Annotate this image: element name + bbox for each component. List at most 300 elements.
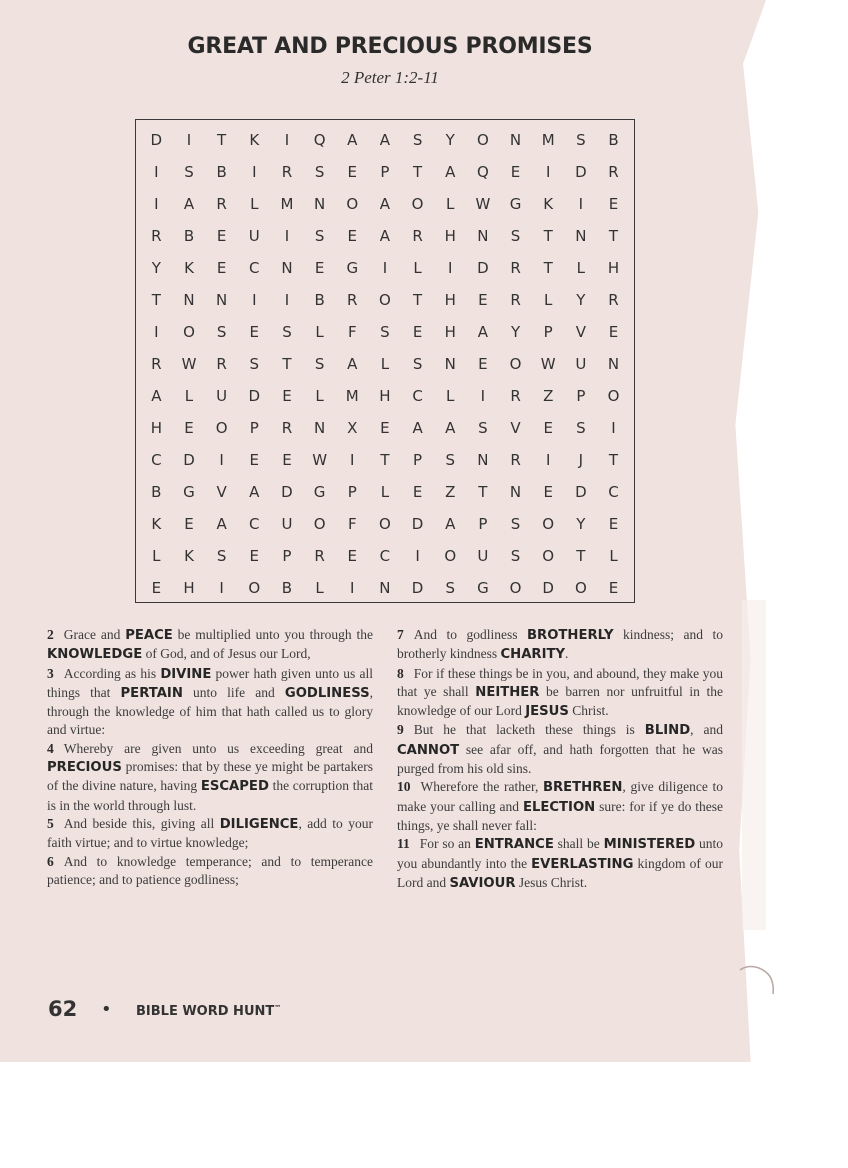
grid-letter: P — [543, 323, 553, 341]
grid-letter: U — [575, 355, 587, 373]
grid-letter: S — [510, 227, 521, 245]
grid-letter: R — [510, 259, 521, 277]
grid-letter: M — [541, 131, 555, 149]
grid-letter: P — [576, 387, 586, 405]
hidden-word: ENTRANCE — [474, 837, 554, 853]
grid-letter: N — [509, 483, 522, 501]
footer-bullet: • — [101, 999, 112, 1020]
verse-text: Whereby are given unto us exceeding great and — [63, 740, 373, 756]
grid-letter: C — [249, 515, 260, 533]
grid-letter: Y — [151, 259, 161, 277]
grid-letter: S — [314, 163, 325, 181]
grid-letter: R — [608, 291, 619, 309]
grid-letter: L — [544, 291, 553, 309]
grid-letter: L — [315, 387, 324, 405]
grid-letter: O — [542, 547, 555, 565]
hidden-word: CANNOT — [397, 742, 460, 758]
grid-letter: E — [608, 323, 619, 341]
grid-letter: A — [216, 515, 227, 533]
verse-text: , give diligence to make your calling and — [397, 779, 723, 814]
grid-letter: D — [183, 451, 195, 469]
grid-letter: I — [382, 259, 388, 277]
grid-letter: Y — [445, 131, 455, 149]
footer-title-text: BIBLE WORD HUNT — [136, 1004, 275, 1019]
grid-letter: G — [509, 195, 522, 213]
verse-text: kindness; and to brotherly kindness — [397, 627, 723, 662]
hidden-word: KNOWLEDGE — [47, 647, 143, 663]
grid-letter: H — [607, 259, 620, 277]
verse-text: , add to your faith virtue; and to virtue knowledge; — [47, 815, 373, 851]
verse-text: , and — [690, 722, 723, 738]
verse-text: Christ. — [568, 703, 609, 719]
grid-letter: A — [445, 419, 456, 437]
verse-text: power hath given unto us all things that — [47, 665, 373, 700]
grid-letter: A — [347, 355, 358, 373]
verse-text: of God, and of Jesus our Lord, — [142, 646, 311, 662]
grid-letter: M — [345, 387, 359, 405]
grid-letter: W — [312, 451, 328, 469]
grid-letter: T — [608, 451, 619, 469]
grid-letter: S — [445, 451, 455, 469]
grid-row — [136, 412, 634, 444]
verse-number: 4 — [47, 740, 54, 756]
grid-letter: I — [219, 451, 224, 469]
verse-number: 2 — [47, 627, 54, 642]
grid-row — [136, 348, 634, 380]
grid-letter: N — [216, 291, 228, 309]
verse-text: shall be — [553, 836, 604, 852]
grid-letter: Q — [476, 163, 489, 181]
grid-letter: Z — [543, 387, 554, 405]
grid-letter: E — [347, 547, 357, 565]
grid-letter: I — [252, 291, 257, 309]
verse — [397, 721, 723, 778]
grid-letter: O — [411, 195, 424, 213]
hidden-word: SAVIOUR — [449, 875, 516, 891]
verse-text: , through the knowledge of him that hath called us to glory and virtue: — [47, 684, 374, 738]
verse-text: And to godliness — [413, 627, 527, 642]
verse-text: According as his — [63, 665, 161, 681]
grid-letter: W — [540, 355, 556, 373]
verse-number: 11 — [397, 836, 410, 852]
grid-letter: E — [608, 579, 619, 597]
grid-letter: N — [313, 195, 326, 213]
hidden-word: CHARITY — [500, 647, 566, 663]
grid-letter: H — [444, 291, 456, 309]
grid-letter: D — [248, 387, 261, 405]
grid-letter: A — [183, 195, 195, 213]
hidden-word: BLIND — [644, 723, 691, 739]
grid-letter: E — [478, 291, 488, 309]
grid-letter: D — [575, 483, 587, 501]
grid-letter: E — [249, 323, 260, 341]
grid-letter: S — [314, 355, 325, 373]
grid-letter: N — [313, 419, 326, 437]
paper-fiber-mark — [738, 962, 778, 998]
grid-letter: N — [575, 227, 587, 245]
verse — [397, 835, 723, 893]
grid-letter: L — [184, 387, 194, 405]
grid-letter: Y — [576, 515, 586, 533]
grid-row — [136, 188, 634, 220]
grid-letter: R — [510, 451, 521, 469]
grid-letter: A — [151, 387, 162, 405]
grid-letter: E — [216, 227, 227, 245]
grid-letter: G — [313, 483, 326, 501]
grid-row — [136, 508, 634, 540]
grid-letter: H — [183, 579, 195, 597]
grid-letter: A — [249, 483, 260, 501]
verse-text: sure: for if ye do these things, ye shall never fall: — [397, 798, 723, 833]
grid-row — [136, 444, 634, 476]
grid-letter: C — [379, 547, 391, 565]
grid-row — [136, 252, 634, 284]
grid-letter: I — [578, 195, 584, 213]
grid-letter: H — [444, 323, 456, 341]
grid-letter: W — [181, 355, 197, 373]
grid-letter: F — [347, 515, 357, 533]
grid-letter: I — [219, 579, 224, 597]
hidden-word: ESCAPED — [200, 779, 269, 795]
grid-letter: R — [608, 163, 619, 181]
verse-text: But he that lacketh these things is — [413, 722, 645, 738]
grid-letter: D — [575, 163, 587, 181]
grid-letter: S — [184, 163, 194, 181]
grid-letter: T — [576, 547, 586, 565]
grid-letter: F — [347, 323, 357, 341]
grid-letter: O — [379, 515, 391, 533]
verse-text: For so an — [419, 836, 475, 852]
grid-letter: S — [314, 227, 325, 245]
grid-letter: I — [480, 387, 486, 405]
grid-letter: S — [478, 419, 488, 437]
grid-letter: E — [478, 355, 488, 373]
grid-letter: E — [216, 259, 227, 277]
verse — [397, 665, 723, 722]
grid-letter: E — [412, 483, 423, 501]
grid-letter: V — [510, 419, 521, 437]
grid-letter: I — [154, 195, 159, 213]
grid-letter: T — [478, 483, 488, 501]
grid-letter: I — [448, 259, 453, 277]
grid-row — [136, 380, 634, 412]
grid-letter: I — [154, 323, 159, 341]
grid-letter: B — [314, 291, 325, 309]
grid-letter: R — [216, 195, 227, 213]
grid-letter: O — [248, 579, 261, 597]
grid-letter: L — [413, 259, 422, 277]
grid-letter: I — [284, 131, 290, 149]
footer-title — [136, 1004, 281, 1019]
grid-letter: G — [346, 259, 359, 277]
grid-letter: A — [379, 195, 391, 213]
grid-letter: N — [477, 227, 489, 245]
grid-letter: I — [284, 227, 290, 245]
grid-letter: S — [412, 131, 423, 149]
grid-letter: L — [315, 323, 324, 341]
grid-letter: P — [249, 419, 259, 437]
grid-letter: L — [380, 483, 390, 501]
grid-letter: Q — [313, 131, 326, 149]
grid-letter: T — [543, 227, 553, 245]
verse-text: And beside this, giving all — [63, 815, 220, 831]
grid-letter: D — [411, 515, 424, 533]
grid-letter: R — [347, 291, 358, 309]
grid-letter: K — [249, 131, 260, 149]
grid-letter: O — [509, 579, 522, 597]
verse-text: And to knowledge temperance; and to temperance patience; and to patience godliness; — [47, 853, 373, 887]
verse — [397, 626, 723, 665]
grid-letter: I — [545, 163, 551, 181]
verse — [47, 740, 373, 815]
grid-letter: K — [184, 259, 194, 277]
grid-letter: A — [445, 163, 456, 181]
verse-text: For if these things be in you, and abound, they make you that ye shall — [397, 665, 723, 699]
grid-row — [136, 476, 634, 508]
grid-letter: T — [412, 163, 423, 181]
grid-letter: O — [444, 547, 457, 565]
grid-row — [136, 124, 634, 156]
grid-letter: K — [151, 515, 162, 533]
grid-letter: O — [607, 387, 620, 405]
grid-letter: E — [347, 227, 357, 245]
grid-letter: Z — [445, 483, 456, 501]
grid-letter: P — [478, 515, 488, 533]
grid-letter: E — [184, 515, 194, 533]
grid-letter: D — [411, 579, 424, 597]
grid-letter: N — [444, 355, 456, 373]
grid-letter: B — [281, 579, 293, 597]
grid-letter: B — [151, 483, 162, 501]
grid-letter: E — [543, 419, 553, 437]
grid-letter: S — [576, 131, 586, 149]
grid-letter: R — [151, 227, 162, 245]
grid-letter: X — [347, 419, 358, 437]
grid-letter: U — [281, 515, 293, 533]
grid-letter: O — [476, 131, 489, 149]
grid-letter: O — [542, 515, 555, 533]
grid-letter: S — [282, 323, 292, 341]
grid-letter: S — [412, 355, 423, 373]
grid-letter: L — [250, 195, 259, 213]
verse-number: 5 — [47, 815, 54, 831]
grid-letter: R — [510, 387, 521, 405]
grid-letter: E — [608, 515, 619, 533]
grid-letter: T — [608, 227, 619, 245]
grid-letter: E — [347, 163, 357, 181]
verse-text: be multiplied unto you through the — [172, 627, 374, 642]
verse-text: be barren nor unfruitful in the knowledge of our Lord — [397, 683, 724, 719]
grid-letter: N — [477, 451, 489, 469]
grid-letter: R — [151, 355, 162, 373]
grid-letter: I — [284, 291, 290, 309]
grid-letter: W — [475, 195, 491, 213]
grid-letter: E — [282, 451, 292, 469]
grid-letter: O — [574, 579, 587, 597]
grid-letter: R — [281, 163, 293, 181]
grid-letter: B — [216, 163, 227, 181]
hidden-word: PEACE — [125, 628, 173, 643]
grid-letter: U — [216, 387, 228, 405]
grid-row — [136, 220, 634, 252]
hidden-word: BRETHREN — [542, 780, 623, 796]
grid-letter: S — [216, 547, 227, 565]
grid-letter: L — [152, 547, 161, 565]
grid-letter: P — [282, 547, 292, 565]
verse-number: 3 — [47, 665, 54, 681]
grid-letter: D — [477, 259, 489, 277]
grid-letter: Y — [576, 291, 586, 309]
hidden-word: MINISTERED — [603, 837, 696, 853]
grid-letter: H — [150, 419, 162, 437]
verse-text: unto you abundantly into the — [397, 836, 723, 871]
grid-letter: P — [380, 163, 390, 181]
verse-text: the corruption that is in the world through lust. — [47, 778, 373, 813]
grid-letter: R — [314, 547, 325, 565]
hidden-word: PERTAIN — [120, 685, 183, 701]
verse — [47, 853, 373, 890]
grid-letter: I — [545, 451, 551, 469]
hidden-word: EVERLASTING — [531, 856, 634, 872]
grid-letter: C — [151, 451, 162, 469]
grid-letter: A — [445, 515, 456, 533]
verse-number: 8 — [397, 665, 404, 681]
hidden-word: BROTHERLY — [527, 628, 614, 643]
verse-text: promises: that by these ye might be partakers of the divine nature, having — [47, 759, 373, 794]
grid-letter: B — [608, 131, 619, 149]
grid-letter: I — [611, 419, 616, 437]
grid-letter: M — [280, 195, 294, 213]
grid-letter: K — [184, 547, 194, 565]
grid-letter: T — [380, 451, 390, 469]
grid-letter: T — [217, 131, 227, 149]
verse-text: Grace and — [63, 627, 126, 642]
grid-letter: H — [379, 387, 391, 405]
hidden-word: DILIGENCE — [219, 816, 299, 832]
grid-letter: O — [509, 355, 522, 373]
grid-letter: E — [249, 547, 260, 565]
grid-letter: I — [350, 451, 355, 469]
grid-letter: T — [543, 259, 553, 277]
verse-number: 7 — [397, 627, 404, 642]
verse-text: . — [565, 646, 569, 662]
word-search-grid — [135, 119, 635, 603]
grid-letter: S — [576, 419, 586, 437]
grid-letter: L — [315, 579, 324, 597]
verse-number: 9 — [397, 722, 404, 738]
verse — [397, 778, 723, 835]
grid-letter: E — [184, 419, 194, 437]
verse — [47, 815, 373, 853]
grid-letter: S — [380, 323, 390, 341]
grid-letter: J — [578, 451, 584, 469]
grid-letter: N — [281, 259, 293, 277]
grid-letter: N — [183, 291, 195, 309]
grid-letter: T — [412, 291, 423, 309]
grid-letter: H — [444, 227, 456, 245]
hidden-word: JESUS — [525, 704, 569, 720]
verse-number: 6 — [47, 853, 54, 869]
grid-letter: L — [446, 387, 455, 405]
hidden-word: PRECIOUS — [47, 760, 122, 776]
grid-letter: O — [313, 515, 326, 533]
hidden-word: ELECTION — [522, 799, 596, 815]
trademark-symbol: ™ — [274, 1004, 282, 1012]
grid-letter: O — [346, 195, 359, 213]
grid-letter: E — [608, 195, 619, 213]
grid-letter: R — [216, 355, 227, 373]
grid-letter: A — [412, 419, 423, 437]
grid-letter: S — [216, 323, 227, 341]
grid-letter: E — [543, 483, 553, 501]
grid-letter: O — [379, 291, 391, 309]
grid-letter: E — [510, 163, 521, 181]
grid-letter: C — [608, 483, 619, 501]
grid-letter: N — [509, 131, 522, 149]
grid-row — [136, 284, 634, 316]
grid-letter: D — [150, 131, 163, 149]
grid-row — [136, 540, 634, 572]
grid-letter: U — [248, 227, 260, 245]
grid-row — [136, 156, 634, 188]
grid-letter: S — [510, 515, 521, 533]
grid-letter: E — [380, 419, 390, 437]
grid-letter: V — [575, 323, 586, 341]
grid-letter: D — [542, 579, 554, 597]
verse-text: kingdom of our Lord and — [397, 855, 723, 890]
grid-letter: I — [252, 163, 257, 181]
grid-letter: A — [477, 323, 489, 341]
grid-letter: I — [415, 547, 420, 565]
grid-letter: S — [249, 355, 260, 373]
grid-letter: L — [380, 355, 390, 373]
page-title: GREAT AND PRECIOUS PROMISES — [187, 34, 593, 59]
grid-letter: Y — [510, 323, 521, 341]
grid-letter: R — [510, 291, 521, 309]
verse-text: Jesus Christ. — [515, 874, 588, 890]
grid-letter: U — [477, 547, 489, 565]
grid-letter: A — [347, 131, 358, 149]
grid-letter: E — [412, 323, 423, 341]
grid-letter: I — [186, 131, 192, 149]
grid-letter: P — [347, 483, 357, 501]
scripture-reference: 2 Peter 1:2-11 — [341, 68, 439, 87]
grid-letter: D — [281, 483, 293, 501]
grid-letter: O — [183, 323, 195, 341]
grid-letter: O — [215, 419, 228, 437]
grid-letter: I — [350, 579, 355, 597]
grid-row — [136, 316, 634, 348]
verse-number: 10 — [397, 779, 411, 795]
grid-letter: C — [249, 259, 260, 277]
grid-letter: K — [543, 195, 554, 213]
grid-letter: V — [216, 483, 227, 501]
verse — [47, 626, 373, 665]
grid-letter: E — [249, 451, 260, 469]
grid-letter: S — [445, 579, 455, 597]
grid-row — [136, 572, 634, 604]
grid-letter: G — [183, 483, 195, 501]
grid-letter: S — [510, 547, 521, 565]
grid-letter: I — [154, 163, 159, 181]
grid-letter: N — [607, 355, 620, 373]
hidden-word: GODLINESS — [284, 685, 370, 701]
grid-letter: R — [412, 227, 423, 245]
verses-left-column — [47, 626, 373, 889]
grid-letter: B — [183, 227, 195, 245]
grid-letter: T — [282, 355, 292, 373]
verse-text: unto life and — [182, 684, 285, 700]
